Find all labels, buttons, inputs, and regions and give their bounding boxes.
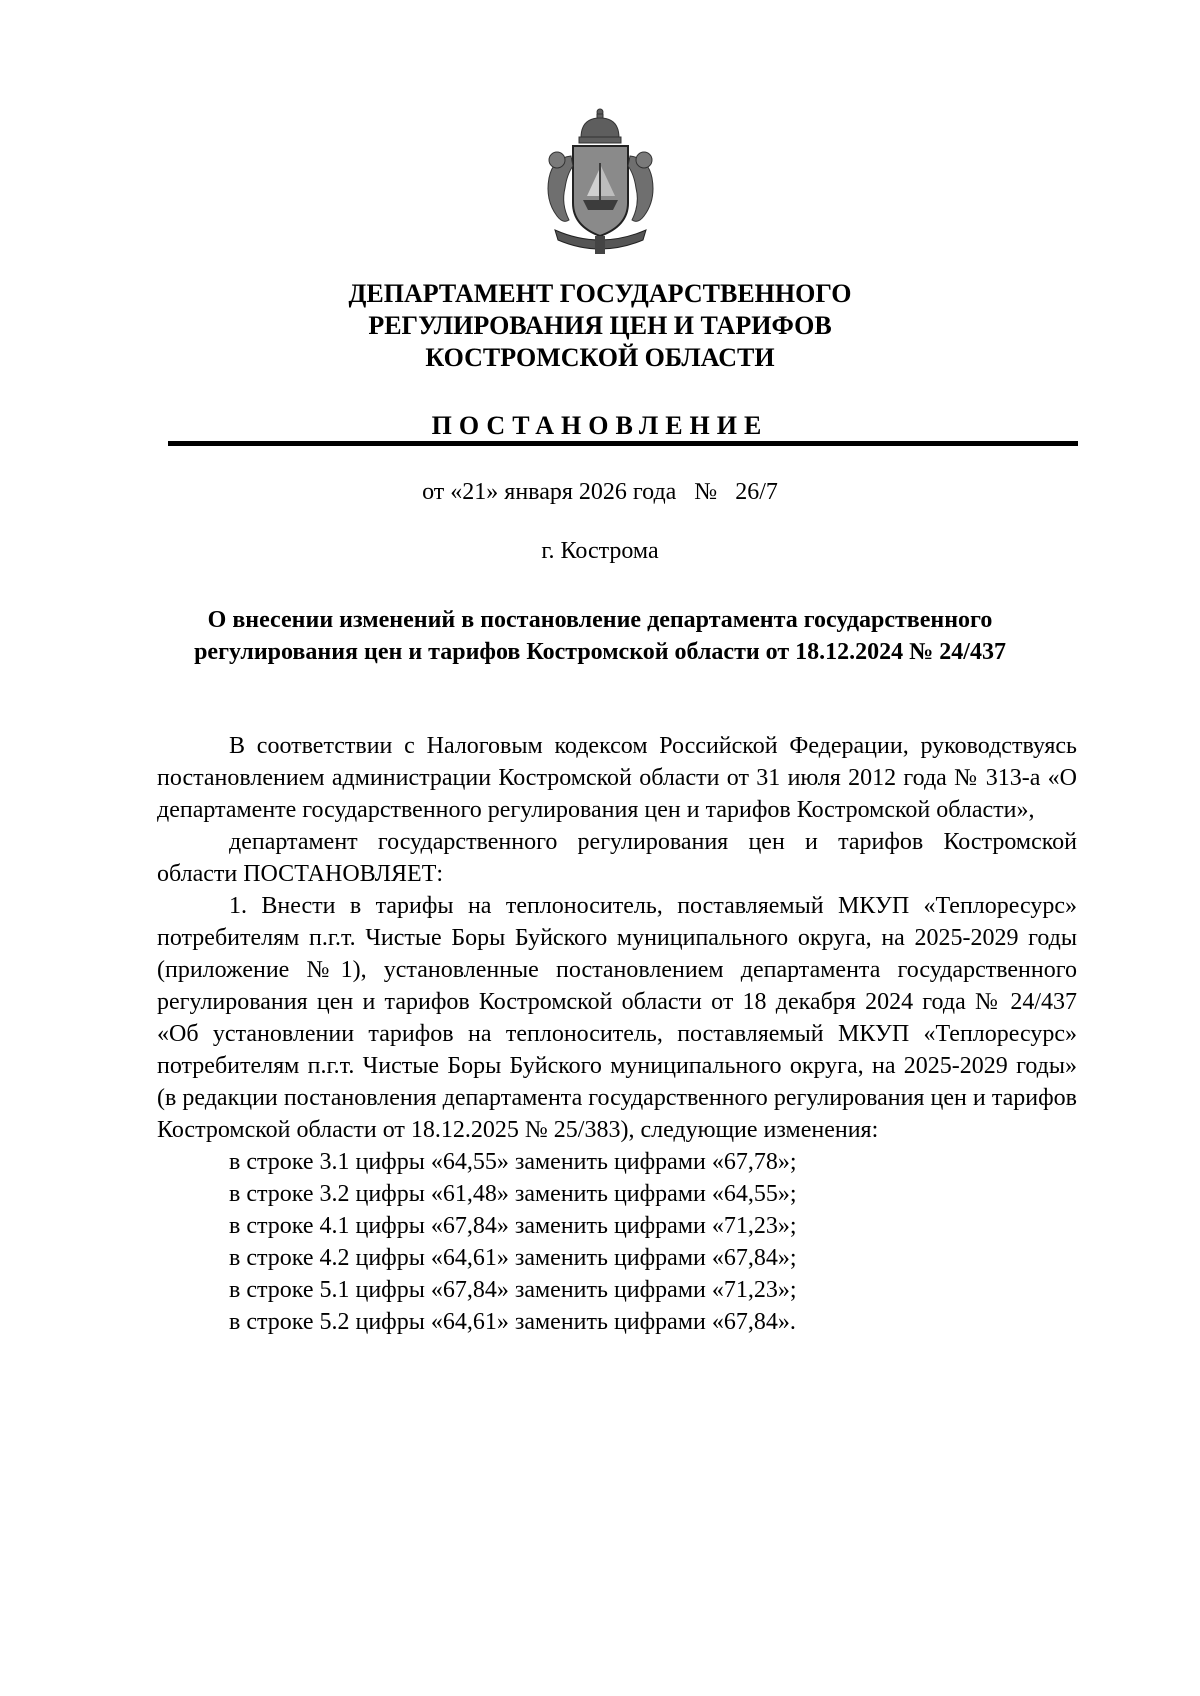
change-item: в строке 3.2 цифры «61,48» заменить цифрами «64,55»; bbox=[229, 1181, 797, 1207]
subject-line: регулирования цен и тарифов Костромской области от 18.12.2024 № 24/437 bbox=[194, 639, 1006, 665]
subject-line: О внесении изменений в постановление департамента государственного bbox=[207, 607, 993, 633]
preamble-paragraph: В соответствии с Налоговым кодексом Российской Федерации, руководствуясь постановлением администрации Костромской области от 31 июля 2012 года № 313-а «О департаменте государственного регулирования цен и тарифов Костромской области», bbox=[157, 733, 1077, 823]
city: г. Кострома bbox=[541, 538, 659, 564]
department-name-line: РЕГУЛИРОВАНИЯ ЦЕН И ТАРИФОВ bbox=[368, 311, 832, 340]
document-body bbox=[157, 730, 1077, 1338]
change-item: в строке 4.2 цифры «64,61» заменить цифрами «67,84»; bbox=[229, 1245, 797, 1271]
resolution-paragraph: департамент государственного регулирования цен и тарифов Костромской области ПОСТАНОВЛЯЕТ: bbox=[157, 829, 1077, 887]
document-subject bbox=[0, 604, 1200, 668]
department-name-line: ДЕПАРТАМЕНТ ГОСУДАРСТВЕННОГО bbox=[348, 279, 852, 308]
change-item: в строке 3.1 цифры «64,55» заменить цифрами «67,78»; bbox=[229, 1149, 797, 1175]
department-name-line: КОСТРОМСКОЙ ОБЛАСТИ bbox=[425, 343, 775, 372]
header-divider bbox=[168, 441, 1078, 446]
department-name bbox=[0, 278, 1200, 374]
change-item: в строке 5.2 цифры «64,61» заменить цифрами «67,84». bbox=[229, 1309, 796, 1335]
change-item: в строке 4.1 цифры «67,84» заменить цифрами «71,23»; bbox=[229, 1213, 797, 1239]
clause-1-paragraph: 1. Внести в тарифы на теплоноситель, поставляемый МКУП «Теплоресурс» потребителям п.г.т. Чистые Боры Буйского муниципального округа, на 2025-2029 годы (приложение №1), установленные постановлением департамента государственного регулирования цен и тарифов Костромской области от 18 декабря 2024 года № 24/437 «Об установлении тарифов на теплоноситель, поставляемый МКУП «Теплоресурс» потребителям п.г.т. Чистые Боры Буйского муниципального округа, на 2025-2029 годы» (в редакции постановления департамента государственного регулирования цен и тарифов Костромской области от 18.12.2025 № 25/383), следующие изменения: bbox=[157, 893, 1077, 1143]
date-and-number: от «21» января 2026 года № 26/7 bbox=[422, 479, 778, 505]
change-item: в строке 5.1 цифры «67,84» заменить цифрами «71,23»; bbox=[229, 1277, 797, 1303]
coat-of-arms-icon bbox=[533, 108, 668, 258]
document-type-heading: ПОСТАНОВЛЕНИЕ bbox=[431, 411, 769, 440]
